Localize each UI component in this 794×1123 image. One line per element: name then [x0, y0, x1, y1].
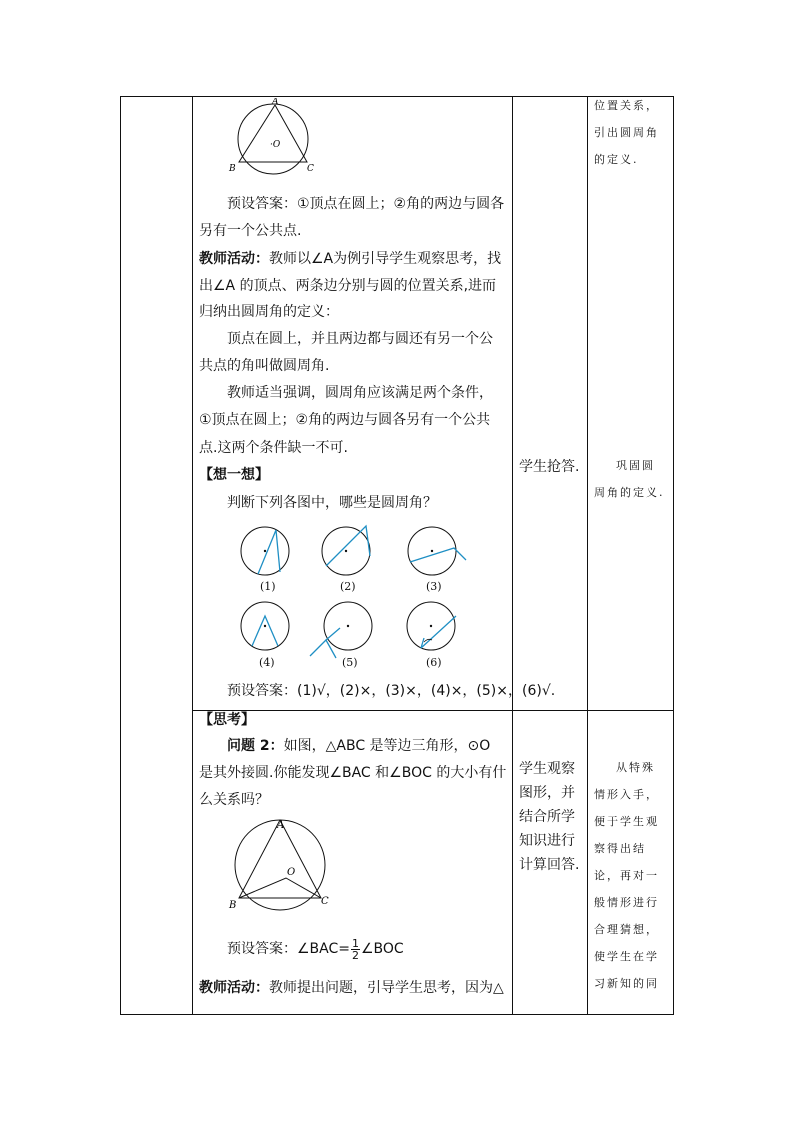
- section2-title: 【思考】: [199, 712, 255, 728]
- figure2-label-o: O: [287, 867, 296, 878]
- circle-label-4: (4): [259, 656, 275, 669]
- definition-line1: 顶点在圆上，并且两边都与圆还有另一个公: [227, 331, 493, 347]
- teacher-activity-2: [199, 980, 504, 996]
- teacher-activity-label: 教师活动：: [199, 251, 269, 267]
- answer2: 预设答案：(1)√，(2)×，(3)×，(4)×，(5)×，(6)√.: [227, 683, 556, 699]
- circle-label-2: (2): [340, 580, 356, 593]
- figure-inscribed-triangle: [225, 98, 325, 178]
- table-col-divider-1: [192, 96, 193, 1015]
- circle-label-6: (6): [426, 656, 442, 669]
- figure2-label-b: B: [229, 900, 237, 911]
- teacher-activity-line1: [199, 251, 501, 267]
- teacher-activity-text: 教师以∠A为例引导学生观察思考，找: [269, 251, 502, 267]
- table-col-divider-3: [587, 96, 588, 1015]
- student-activity-2: 学生观察图形，并结合所学知识进行计算回答.: [519, 761, 580, 873]
- design-intent-1-bottom: 巩固圆周角的定义.: [594, 459, 665, 499]
- figure1-label-b: B: [229, 164, 236, 174]
- teacher-activity-line2: 出∠A 的顶点、两条边分别与圆的位置关系,进而: [199, 278, 497, 294]
- fraction-numerator: 1: [352, 936, 359, 950]
- answer3: [227, 936, 404, 962]
- question2-line3: 么关系吗？: [199, 792, 269, 808]
- circle-label-3: (3): [426, 580, 442, 593]
- table-top-border: [120, 96, 674, 97]
- answer1-line1: 预设答案：①顶点在圆上；②角的两边与圆各: [227, 196, 505, 212]
- question2-text: 如图，△ABC 是等边三角形，⊙O: [283, 738, 491, 754]
- table-row-divider: [192, 710, 674, 711]
- emphasis-line3: 点.这两个条件缺一不可.: [199, 440, 348, 456]
- student-activity-1: 学生抢答.: [519, 459, 580, 475]
- teacher-activity-2-text: 教师提出问题，引导学生思考，因为△: [269, 980, 504, 996]
- teacher-activity-2-label: 教师活动：: [199, 980, 269, 996]
- teacher-activity-line3: 归纳出圆周角的定义：: [199, 304, 339, 320]
- definition-line2: 共点的角叫做圆周角.: [199, 358, 330, 374]
- answer3-suffix: ∠BOC: [361, 941, 404, 957]
- table-right-border: [673, 96, 674, 1015]
- fraction-denominator: 2: [352, 948, 359, 962]
- table-left-border: [120, 96, 121, 1015]
- think-question: 判断下列各图中，哪些是圆周角？: [227, 495, 437, 511]
- figure1-label-c: C: [307, 164, 314, 174]
- circle-label-5: (5): [342, 656, 358, 669]
- table-bottom-border: [120, 1014, 674, 1015]
- design-intent-2: 从特殊情形入手，便于学生观察得出结论，再对一般情形进行合理猜想，使学生在学习新知的同: [594, 761, 659, 990]
- answer1-line2: 另有一个公共点.: [199, 223, 302, 239]
- emphasis-line2: ①顶点在圆上；②角的两边与圆各另有一个公共: [199, 412, 491, 428]
- circle-figure-5: [306, 598, 376, 678]
- figure2-label-a: A: [277, 820, 285, 831]
- circle-label-1: (1): [260, 580, 276, 593]
- question2-line2: 是其外接圆.你能发现∠BAC 和∠BOC 的大小有什: [199, 765, 507, 781]
- question2-label: 问题 2：: [227, 738, 284, 754]
- emphasis-line1: 教师适当强调，圆周角应该满足两个条件，: [227, 385, 493, 401]
- figure2-label-c: C: [321, 896, 329, 907]
- design-intent-1-top: 位置关系，引出圆周角的定义.: [594, 99, 659, 166]
- figure-central-angle: [225, 815, 340, 915]
- question2-line1: [227, 738, 490, 754]
- answer3-prefix: 预设答案：∠BAC=: [227, 941, 350, 957]
- think-title: 【想一想】: [199, 467, 269, 483]
- answer3-fraction: [351, 938, 360, 961]
- figure1-label-o: ·O: [270, 140, 281, 150]
- table-col-divider-2: [512, 96, 513, 1015]
- figure1-label-a: A: [272, 98, 279, 107]
